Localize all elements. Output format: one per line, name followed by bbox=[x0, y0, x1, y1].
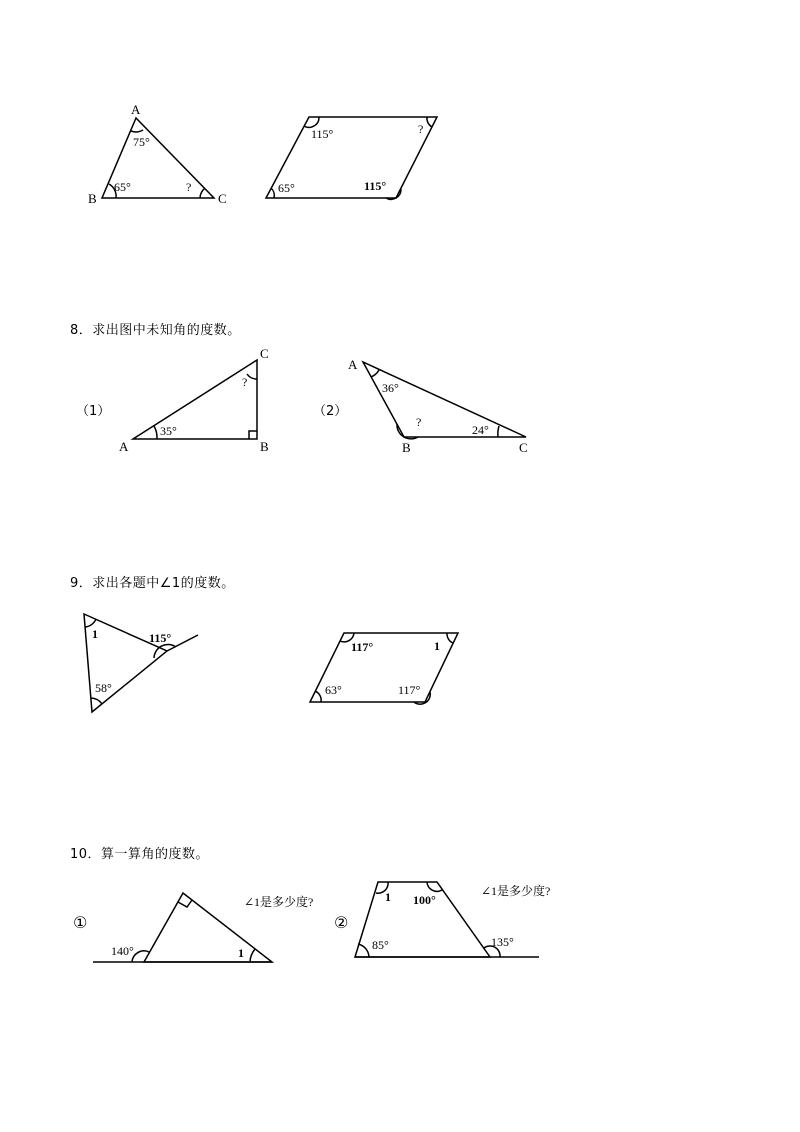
q7-para-angle-top-left: 115° bbox=[311, 127, 334, 141]
q7-tri-angle-b: 65° bbox=[114, 180, 131, 194]
q9-para-angle-top-left: 117° bbox=[351, 640, 374, 654]
q10-p2-angle-exterior: 135° bbox=[491, 935, 514, 949]
q9-para-angle-bottom-left: 63° bbox=[325, 683, 342, 697]
q8-part2-label: （2） bbox=[313, 404, 348, 419]
q8-p2-vertex-c: C bbox=[519, 440, 528, 455]
q7-tri-angle-a: 75° bbox=[133, 135, 150, 149]
q9-tri-angle-exterior: 115° bbox=[149, 631, 172, 645]
q7-tri-vertex-b: B bbox=[88, 191, 97, 206]
q9-para-angle-1: 1 bbox=[434, 639, 440, 653]
q8-p1-vertex-b: B bbox=[260, 439, 269, 454]
q7-para-angle-bottom-left: 65° bbox=[278, 181, 295, 195]
q8-p1-angle-c: ? bbox=[242, 375, 248, 389]
q10-title: 10．算一算角的度数。 bbox=[70, 847, 210, 862]
q8-p1-vertex-c: C bbox=[260, 346, 269, 361]
q10-p1-question: ∠1是多少度? bbox=[244, 895, 314, 909]
q8-p2-vertex-b: B bbox=[402, 440, 411, 455]
q9-tri-angle-bottom: 58° bbox=[95, 681, 112, 695]
q8-p1-vertex-a: A bbox=[119, 439, 129, 454]
q10-p2-question: ∠1是多少度? bbox=[481, 884, 551, 898]
q7-para-angle-bottom-right: 115° bbox=[364, 179, 387, 193]
q8-p2-angle-a: 36° bbox=[382, 381, 399, 395]
q9-para-angle-bottom-right: 117° bbox=[398, 683, 421, 697]
q10-p2-angle-bottom-left: 85° bbox=[372, 938, 389, 952]
q9-tri-angle-1: 1 bbox=[92, 627, 98, 641]
q10-p2-angle-1: 1 bbox=[385, 890, 391, 904]
q9-title: 9．求出各题中∠1的度数。 bbox=[70, 576, 235, 591]
q8-p2-angle-b: ? bbox=[416, 415, 422, 429]
q8-p1-angle-a: 35° bbox=[160, 424, 177, 438]
q7-tri-vertex-a: A bbox=[131, 102, 141, 117]
q10-p1-angle-exterior: 140° bbox=[111, 944, 134, 958]
q7-tri-angle-c: ? bbox=[186, 180, 192, 194]
q8-p2-angle-c: 24° bbox=[472, 423, 489, 437]
q10-part1-label: ① bbox=[73, 913, 88, 932]
q7-tri-vertex-c: C bbox=[218, 191, 227, 206]
q8-p2-vertex-a: A bbox=[348, 357, 358, 372]
q8-title: 8．求出图中未知角的度数。 bbox=[70, 323, 241, 338]
q8-part1-label: （1） bbox=[76, 404, 111, 419]
q10-p2-angle-top-right: 100° bbox=[413, 893, 436, 907]
q10-part2-label: ② bbox=[334, 913, 349, 932]
q10-p1-angle-1: 1 bbox=[238, 946, 244, 960]
q7-para-angle-top-right: ? bbox=[418, 122, 424, 136]
